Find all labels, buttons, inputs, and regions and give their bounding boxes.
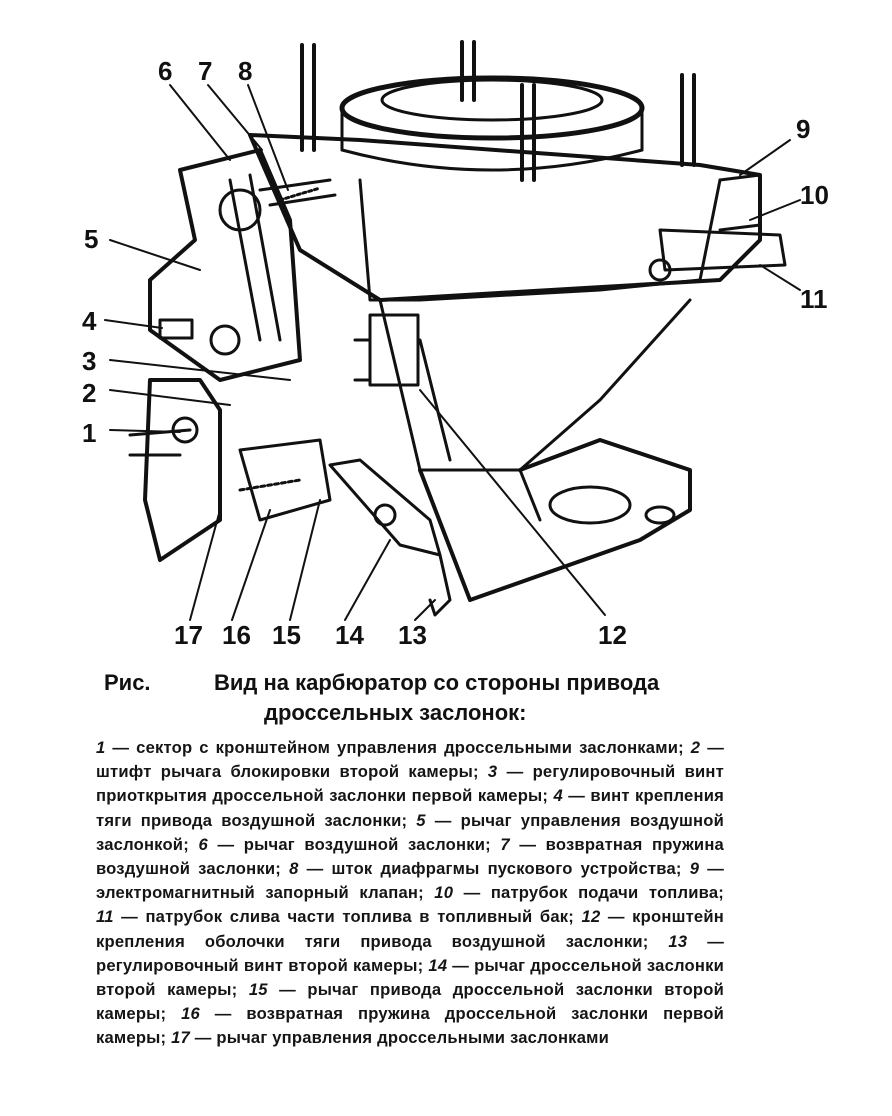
callout-2: 2 (82, 378, 97, 408)
callout-9: 9 (796, 114, 811, 144)
legend-text: — регулировочный винт приоткрытия дроссельной заслонки первой камеры; (96, 762, 724, 806)
caption-title-line2: дроссельных заслонок: (264, 700, 527, 725)
legend-entry (434, 883, 724, 902)
callout-12: 12 (598, 620, 627, 650)
legend-text: — рычаг воздушной заслонки; (207, 834, 501, 854)
legend-number: 12 (581, 907, 601, 927)
legend-text: — рычаг дроссельной заслонки второй камеры; (96, 955, 724, 1000)
legend-entry (96, 907, 582, 926)
callout-11: 11 (800, 284, 828, 314)
legend-number: 2 (690, 738, 701, 757)
legend-number: 8 (289, 859, 299, 879)
callout-8: 8 (238, 56, 253, 86)
legend-text: — рычаг управления дроссельными заслонками (189, 1028, 609, 1048)
legend-entry (171, 1028, 609, 1047)
callout-1: 1 (82, 418, 97, 448)
legend-entry (289, 859, 690, 878)
callout-5: 5 (84, 224, 99, 254)
caption-prefix: Рис. (104, 670, 151, 695)
legend-text: — рычаг управления воздушной заслонкой; (96, 810, 724, 854)
callout-17: 17 (174, 620, 203, 650)
legend-number: 13 (668, 931, 688, 951)
callout-6: 6 (158, 56, 173, 86)
callout-4: 4 (82, 306, 97, 336)
legend-text: — патрубок подачи топлива; (453, 883, 724, 903)
legend-text: — возвратная пружина воздушной заслонки; (96, 834, 724, 879)
callout-14: 14 (335, 620, 364, 650)
legend-text: — кронштейн крепления оболочки тяги привода воздушной заслонки; (96, 907, 724, 951)
legend-text: — регулировочный винт второй камеры; (96, 931, 724, 975)
callout-10: 10 (800, 180, 829, 210)
legend-entry (96, 738, 691, 757)
callout-13: 13 (398, 620, 427, 650)
figure-legend (96, 736, 724, 1051)
callout-7: 7 (198, 56, 213, 86)
legend-number: 3 (487, 762, 498, 782)
legend-text: — штифт рычага блокировки второй камеры; (96, 738, 724, 782)
legend-entry (198, 835, 500, 854)
legend-number: 1 (96, 738, 106, 757)
legend-number: 15 (248, 980, 268, 1000)
legend-number: 5 (416, 810, 426, 830)
legend-number: 17 (171, 1028, 190, 1048)
legend-number: 11 (96, 907, 114, 927)
legend-text: — возвратная пружина дроссельной заслонки первой камеры; (96, 1004, 724, 1048)
legend-number: 10 (434, 883, 454, 903)
caption-title-line1: Вид на карбюратор со стороны привода (214, 670, 660, 695)
legend-text: — патрубок слива части топлива в топливный бак; (113, 907, 582, 927)
legend-text: — винт крепления тяги привода воздушной заслонки; (96, 786, 724, 830)
legend-number: 7 (500, 834, 510, 854)
callout-15: 15 (272, 620, 301, 650)
callout-3: 3 (82, 346, 97, 376)
legend-number: 14 (428, 955, 448, 975)
legend-text: — шток диафрагмы пускового устройства; (298, 859, 690, 879)
legend-text: — сектор с кронштейном управления дроссельными заслонками; (105, 738, 691, 757)
legend-text: — рычаг привода дроссельной заслонки второй камеры; (96, 980, 724, 1024)
legend-number: 6 (198, 834, 208, 854)
callout-16: 16 (222, 620, 251, 650)
legend-number: 9 (689, 859, 700, 879)
legend-number: 16 (181, 1004, 200, 1024)
legend-number: 4 (553, 786, 563, 806)
legend-text: — электромагнитный запорный клапан; (96, 859, 724, 903)
